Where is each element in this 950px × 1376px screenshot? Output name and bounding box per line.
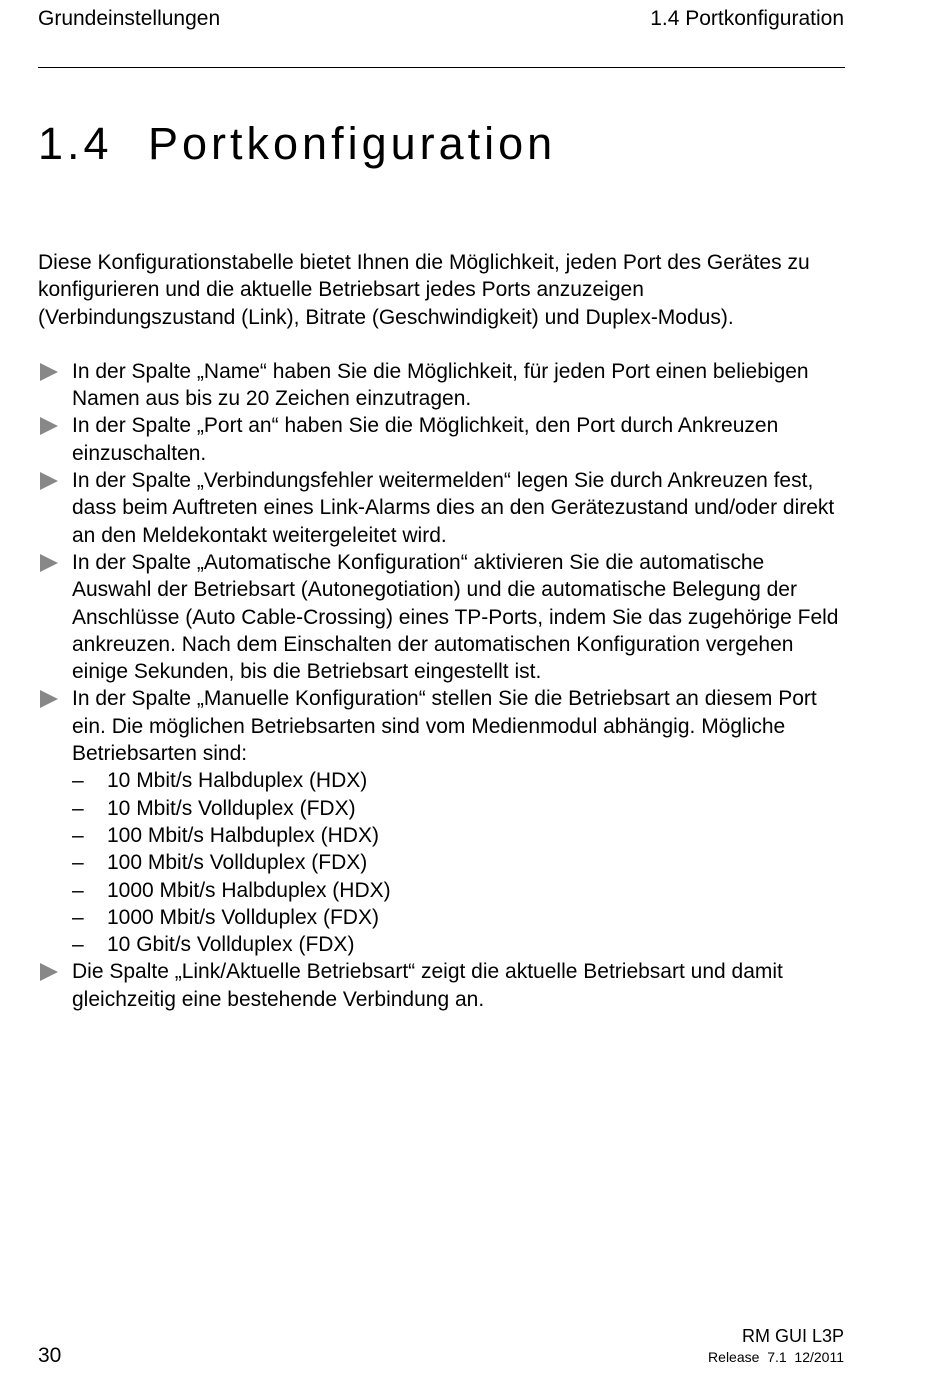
instruction-step xyxy=(38,685,845,958)
running-header-chapter: Grundeinstellungen xyxy=(38,7,221,30)
operating-mode-item xyxy=(72,767,845,794)
triangle-arrow-icon xyxy=(40,963,58,981)
triangle-arrow-icon xyxy=(40,690,58,708)
instruction-step xyxy=(38,467,845,549)
operating-mode-text: 10 Mbit/s Halbduplex (HDX) xyxy=(107,769,368,793)
footer-release: Release 7.1 12/2011 xyxy=(708,1349,844,1365)
instruction-step xyxy=(38,358,845,413)
operating-mode-text: 1000 Mbit/s Vollduplex (FDX) xyxy=(107,905,379,929)
operating-mode-item xyxy=(72,904,845,931)
page-number: 30 xyxy=(38,1344,62,1367)
triangle-arrow-icon xyxy=(40,554,58,572)
operating-mode-item xyxy=(72,822,845,849)
operating-mode-item xyxy=(72,931,845,958)
dash-marker: – xyxy=(72,823,84,847)
header-rule xyxy=(38,67,845,68)
dash-marker: – xyxy=(72,878,84,902)
dash-marker: – xyxy=(72,851,84,875)
operating-mode-text: 10 Mbit/s Vollduplex (FDX) xyxy=(107,796,356,820)
step-text: Die Spalte „Link/Aktuelle Betriebsart“ zeigt die aktuelle Betriebsart und damit gleichzeitig eine bestehende Verbindung an. xyxy=(72,960,783,1011)
section-title-text: Portkonfiguration xyxy=(148,118,557,169)
section-title xyxy=(38,118,556,170)
triangle-arrow-icon xyxy=(40,417,58,435)
step-text: In der Spalte „Manuelle Konfiguration“ stellen Sie die Betriebsart an diesem Port ein. Die möglichen Betriebsarten sind vom Medienmodul abhängig. Mögliche Betriebsarten sind: xyxy=(72,687,817,766)
running-header-section: 1.4 Portkonfiguration xyxy=(650,7,844,30)
instruction-list xyxy=(38,358,845,1013)
intro-paragraph: Diese Konfigurationstabelle bietet Ihnen die Möglichkeit, jeden Port des Gerätes zu konfigurieren und die aktuelle Betriebsart jedes Ports anzuzeigen (Verbindungszustand (Link), Bitrate (Geschwindigkeit) und Duplex-Modus). xyxy=(38,251,810,329)
operating-mode-text: 1000 Mbit/s Halbduplex (HDX) xyxy=(107,878,391,902)
operating-mode-item xyxy=(72,849,845,876)
operating-mode-text: 100 Mbit/s Halbduplex (HDX) xyxy=(107,823,379,847)
step-text: In der Spalte „Automatische Konfiguration“ aktivieren Sie die automatische Auswahl der Betriebsart (Autonegotiation) und die automatische Belegung der Anschlüsse (Auto Cable-Crossing) eines TP-Ports, indem Sie das zugehörige Feld ankreuzen. Nach dem Einschalten der automatischen Konfiguration vergehen einige Sekunden, bis die Betriebsart eingestellt ist. xyxy=(72,550,839,684)
footer-document-title: RM GUI L3P xyxy=(741,1326,844,1346)
step-text: In der Spalte „Port an“ haben Sie die Möglichkeit, den Port durch Ankreuzen einzuschalten. xyxy=(72,414,779,465)
dash-marker: – xyxy=(72,796,84,820)
dash-marker: – xyxy=(72,905,84,929)
dash-marker: – xyxy=(72,933,84,957)
operating-mode-item xyxy=(72,877,845,904)
instruction-step xyxy=(38,958,845,1013)
step-text: In der Spalte „Verbindungsfehler weitermelden“ legen Sie durch Ankreuzen fest, dass beim Auftreten eines Link-Alarms dies an den Gerätezustand und/oder direkt an den Meldekontakt weitergeleitet wird. xyxy=(72,469,835,547)
operating-mode-text: 10 Gbit/s Vollduplex (FDX) xyxy=(107,933,355,957)
instruction-step xyxy=(38,549,845,685)
triangle-arrow-icon xyxy=(40,472,58,490)
operating-mode-text: 100 Mbit/s Vollduplex (FDX) xyxy=(107,851,368,875)
triangle-arrow-icon xyxy=(40,363,58,381)
operating-mode-list xyxy=(72,767,845,958)
operating-mode-item xyxy=(72,795,845,822)
section-number: 1.4 xyxy=(38,118,113,169)
instruction-step xyxy=(38,412,845,467)
body-text xyxy=(38,249,845,1013)
dash-marker: – xyxy=(72,769,84,793)
step-text: In der Spalte „Name“ haben Sie die Möglichkeit, für jeden Port einen beliebigen Namen aus bis zu 20 Zeichen einzutragen. xyxy=(72,359,809,411)
